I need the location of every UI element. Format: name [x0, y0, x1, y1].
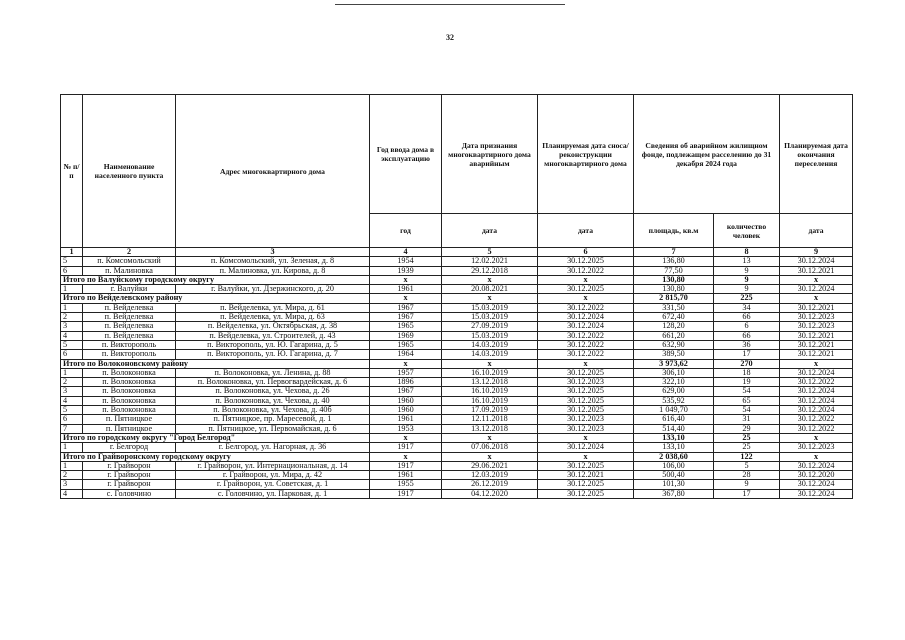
demolition-date-cell: 30.12.2023: [538, 415, 634, 424]
end-date-cell: 30.12.2021: [780, 350, 853, 359]
address-cell: п. Комсомольский, ул. Зеленая, д. 8: [176, 257, 370, 266]
demolition-date-cell: 30.12.2022: [538, 303, 634, 312]
year-cell: 1965: [370, 340, 442, 349]
row-number: 3: [61, 387, 83, 396]
year-cell: 1967: [370, 387, 442, 396]
table-row: [61, 350, 853, 359]
row-number: 4: [61, 331, 83, 340]
table-row: [61, 322, 853, 331]
area-cell: 306,10: [634, 368, 714, 377]
area-cell: 101,30: [634, 480, 714, 489]
address-cell: п. Викторополь, ул. Ю. Гагарина, д. 5: [176, 340, 370, 349]
address-cell: п. Волоконовка, ул. Чехова, д. 26: [176, 387, 370, 396]
area-cell: 500,40: [634, 471, 714, 480]
year-cell: 1960: [370, 406, 442, 415]
row-number: 3: [61, 480, 83, 489]
end-date-cell: 30.12.2021: [780, 266, 853, 275]
year-cell: 1954: [370, 257, 442, 266]
row-number: 1: [61, 443, 83, 452]
subtotal-label: Итого по Грайворонскому городскому округу: [61, 452, 370, 461]
people-cell: 9: [714, 275, 780, 284]
col-number: 8: [714, 248, 780, 257]
row-number: 1: [61, 461, 83, 470]
year-cell: 1967: [370, 303, 442, 312]
recognized-date-cell: 12.02.2021: [442, 257, 538, 266]
people-cell: 54: [714, 387, 780, 396]
table-row: [61, 257, 853, 266]
people-cell: 9: [714, 266, 780, 275]
end-date-cell: 30.12.2021: [780, 303, 853, 312]
area-cell: 128,20: [634, 322, 714, 331]
col-number: 6: [538, 248, 634, 257]
area-cell: 2 815,70: [634, 294, 714, 303]
people-cell: 17: [714, 489, 780, 498]
column-number-row: [61, 248, 853, 257]
sub-area: площадь, кв.м: [634, 214, 714, 248]
end-date-cell: 30.12.2024: [780, 480, 853, 489]
end-date-cell: 30.12.2024: [780, 461, 853, 470]
col-year-header: Год ввода дома в эксплуатацию: [370, 95, 442, 214]
year-cell: 1917: [370, 461, 442, 470]
demolition-date-cell: x: [538, 359, 634, 368]
row-number: 1: [61, 303, 83, 312]
table-row: [61, 303, 853, 312]
area-cell: 672,40: [634, 313, 714, 322]
settlement-cell: г. Грайворон: [83, 461, 176, 470]
emergency-housing-table: [60, 94, 853, 499]
col-number: 1: [61, 248, 83, 257]
recognized-date-cell: 07.06.2018: [442, 443, 538, 452]
address-cell: п. Вейделевка, ул. Строителей, д. 43: [176, 331, 370, 340]
end-date-cell: x: [780, 433, 853, 442]
recognized-date-cell: x: [442, 359, 538, 368]
settlement-cell: п. Вейделевка: [83, 331, 176, 340]
end-date-cell: 30.12.2023: [780, 313, 853, 322]
end-date-cell: 30.12.2021: [780, 331, 853, 340]
recognized-date-cell: 12.03.2019: [442, 471, 538, 480]
people-cell: 13: [714, 257, 780, 266]
area-cell: 130,80: [634, 275, 714, 284]
col-address-header: Адрес многоквартирного дома: [176, 95, 370, 248]
demolition-date-cell: 30.12.2022: [538, 266, 634, 275]
row-number: 2: [61, 471, 83, 480]
demolition-date-cell: 30.12.2025: [538, 406, 634, 415]
recognized-date-cell: 15.03.2019: [442, 313, 538, 322]
settlement-cell: п. Волоконовка: [83, 378, 176, 387]
year-cell: 1965: [370, 322, 442, 331]
subtotal-label: Итого по городскому округу "Город Белгород": [61, 433, 370, 442]
people-cell: 25: [714, 443, 780, 452]
people-cell: 5: [714, 461, 780, 470]
row-number: 4: [61, 396, 83, 405]
subtotal-row: [61, 359, 853, 368]
row-number: 3: [61, 322, 83, 331]
end-date-cell: 30.12.2024: [780, 387, 853, 396]
table-row: [61, 378, 853, 387]
end-date-cell: x: [780, 452, 853, 461]
recognized-date-cell: 17.09.2019: [442, 406, 538, 415]
area-cell: 629,00: [634, 387, 714, 396]
end-date-cell: 30.12.2023: [780, 443, 853, 452]
year-cell: 1939: [370, 266, 442, 275]
address-cell: г. Грайворон, ул. Мира, д. 42: [176, 471, 370, 480]
settlement-cell: г. Грайворон: [83, 480, 176, 489]
settlement-cell: г. Белгород: [83, 443, 176, 452]
top-rule: [335, 4, 565, 5]
area-cell: 106,00: [634, 461, 714, 470]
demolition-date-cell: 30.12.2023: [538, 378, 634, 387]
people-cell: 31: [714, 415, 780, 424]
table-row: [61, 340, 853, 349]
year-cell: x: [370, 359, 442, 368]
address-cell: п. Викторополь, ул. Ю. Гагарина, д. 7: [176, 350, 370, 359]
recognized-date-cell: 13.12.2018: [442, 424, 538, 433]
row-number: 1: [61, 368, 83, 377]
end-date-cell: 30.12.2022: [780, 415, 853, 424]
demolition-date-cell: 30.12.2025: [538, 387, 634, 396]
people-cell: 36: [714, 340, 780, 349]
demolition-date-cell: 30.12.2022: [538, 331, 634, 340]
demolition-date-cell: 30.12.2024: [538, 443, 634, 452]
subtotal-label: Итого по Вейделевскому району: [61, 294, 370, 303]
address-cell: п. Пятницкое, ул. Первомайская, д. 6: [176, 424, 370, 433]
settlement-cell: п. Пятницкое: [83, 424, 176, 433]
table-row: [61, 285, 853, 294]
year-cell: x: [370, 433, 442, 442]
address-cell: п. Волоконовка, ул. Первогвардейская, д. 6: [176, 378, 370, 387]
subtotal-row: [61, 294, 853, 303]
demolition-date-cell: 30.12.2025: [538, 257, 634, 266]
col-recognized-header: Дата признания многоквартирного дома аварийным: [442, 95, 538, 214]
address-cell: п. Малиновка, ул. Кирова, д. 8: [176, 266, 370, 275]
demolition-date-cell: x: [538, 294, 634, 303]
end-date-cell: 30.12.2024: [780, 257, 853, 266]
year-cell: 1964: [370, 350, 442, 359]
end-date-cell: x: [780, 294, 853, 303]
table-row: [61, 331, 853, 340]
recognized-date-cell: 15.03.2019: [442, 331, 538, 340]
settlement-cell: п. Вейделевка: [83, 313, 176, 322]
recognized-date-cell: 16.10.2019: [442, 387, 538, 396]
row-number: 1: [61, 285, 83, 294]
table-row: [61, 313, 853, 322]
address-cell: п. Волоконовка, ул. Чехова, д. 40б: [176, 406, 370, 415]
table-body: [61, 257, 853, 499]
subtotal-label: Итого по Валуйскому городскому округу: [61, 275, 370, 284]
end-date-cell: 30.12.2023: [780, 322, 853, 331]
recognized-date-cell: 26.12.2019: [442, 480, 538, 489]
recognized-date-cell: 16.10.2019: [442, 368, 538, 377]
year-cell: x: [370, 452, 442, 461]
settlement-cell: п. Комсомольский: [83, 257, 176, 266]
people-cell: 34: [714, 303, 780, 312]
table-row: [61, 406, 853, 415]
page-number: 32: [446, 33, 454, 42]
end-date-cell: 30.12.2022: [780, 424, 853, 433]
people-cell: 225: [714, 294, 780, 303]
address-cell: п. Волоконовка, ул. Чехова, д. 40: [176, 396, 370, 405]
row-number: 6: [61, 415, 83, 424]
address-cell: п. Вейделевка, ул. Мира, д. 63: [176, 313, 370, 322]
people-cell: 54: [714, 406, 780, 415]
demolition-date-cell: x: [538, 275, 634, 284]
col-planned-end-header: Планируемая дата окончания переселения: [780, 95, 853, 214]
col-emergency-info-header: Сведения об аварийном жилищном фонде, подлежащем расселению до 31 декабря 2024 года: [634, 95, 780, 214]
recognized-date-cell: 12.11.2018: [442, 415, 538, 424]
area-cell: 367,80: [634, 489, 714, 498]
row-number: 4: [61, 489, 83, 498]
year-cell: x: [370, 275, 442, 284]
settlement-cell: п. Малиновка: [83, 266, 176, 275]
col-number: 2: [83, 248, 176, 257]
demolition-date-cell: 30.12.2023: [538, 424, 634, 433]
recognized-date-cell: x: [442, 294, 538, 303]
recognized-date-cell: x: [442, 433, 538, 442]
end-date-cell: 30.12.2020: [780, 471, 853, 480]
end-date-cell: x: [780, 275, 853, 284]
people-cell: 17: [714, 350, 780, 359]
people-cell: 122: [714, 452, 780, 461]
table-row: [61, 415, 853, 424]
demolition-date-cell: 30.12.2025: [538, 396, 634, 405]
col-no-header: № п/п: [61, 95, 83, 248]
end-date-cell: 30.12.2024: [780, 285, 853, 294]
row-number: 5: [61, 257, 83, 266]
col-number: 4: [370, 248, 442, 257]
recognized-date-cell: 16.10.2019: [442, 396, 538, 405]
recognized-date-cell: 14.03.2019: [442, 340, 538, 349]
year-cell: 1961: [370, 285, 442, 294]
end-date-cell: 30.12.2024: [780, 489, 853, 498]
table-row: [61, 443, 853, 452]
area-cell: 389,50: [634, 350, 714, 359]
recognized-date-cell: x: [442, 452, 538, 461]
area-cell: 514,40: [634, 424, 714, 433]
demolition-date-cell: x: [538, 433, 634, 442]
subtotal-row: [61, 452, 853, 461]
area-cell: 322,10: [634, 378, 714, 387]
demolition-date-cell: 30.12.2024: [538, 313, 634, 322]
area-cell: 535,92: [634, 396, 714, 405]
end-date-cell: 30.12.2024: [780, 406, 853, 415]
year-cell: 1969: [370, 331, 442, 340]
area-cell: 136,80: [634, 257, 714, 266]
settlement-cell: с. Головчино: [83, 489, 176, 498]
people-cell: 18: [714, 368, 780, 377]
subtotal-row: [61, 433, 853, 442]
area-cell: 3 973,62: [634, 359, 714, 368]
area-cell: 632,90: [634, 340, 714, 349]
demolition-date-cell: 30.12.2025: [538, 480, 634, 489]
demolition-date-cell: 30.12.2025: [538, 461, 634, 470]
table-row: [61, 396, 853, 405]
address-cell: г. Белгород, ул. Нагорная, д. 36: [176, 443, 370, 452]
col-number: 5: [442, 248, 538, 257]
recognized-date-cell: x: [442, 275, 538, 284]
settlement-cell: п. Волоконовка: [83, 396, 176, 405]
address-cell: г. Грайворон, ул. Интернациональная, д. 14: [176, 461, 370, 470]
subtotal-label: Итого по Волоконовскому району: [61, 359, 370, 368]
year-cell: 1917: [370, 443, 442, 452]
people-cell: 66: [714, 313, 780, 322]
people-cell: 28: [714, 471, 780, 480]
sub-year: год: [370, 214, 442, 248]
table-row: [61, 480, 853, 489]
col-settlement-header: Наименование населенного пункта: [83, 95, 176, 248]
recognized-date-cell: 29.06.2021: [442, 461, 538, 470]
recognized-date-cell: 04.12.2020: [442, 489, 538, 498]
address-cell: п. Вейделевка, ул. Мира, д. 61: [176, 303, 370, 312]
address-cell: п. Вейделевка, ул. Октябрьская, д. 38: [176, 322, 370, 331]
address-cell: с. Головчино, ул. Парковая, д. 1: [176, 489, 370, 498]
table-row: [61, 461, 853, 470]
people-cell: 25: [714, 433, 780, 442]
demolition-date-cell: 30.12.2021: [538, 471, 634, 480]
settlement-cell: г. Валуйки: [83, 285, 176, 294]
table-row: [61, 489, 853, 498]
people-cell: 9: [714, 285, 780, 294]
sub-date-demolition: дата: [538, 214, 634, 248]
table-row: [61, 424, 853, 433]
demolition-date-cell: x: [538, 452, 634, 461]
year-cell: 1961: [370, 415, 442, 424]
area-cell: 2 038,60: [634, 452, 714, 461]
sub-people: количество человек: [714, 214, 780, 248]
settlement-cell: п. Вейделевка: [83, 303, 176, 312]
people-cell: 270: [714, 359, 780, 368]
table-row: [61, 387, 853, 396]
row-number: 2: [61, 378, 83, 387]
demolition-date-cell: 30.12.2025: [538, 285, 634, 294]
area-cell: 331,50: [634, 303, 714, 312]
area-cell: 77,50: [634, 266, 714, 275]
col-number: 9: [780, 248, 853, 257]
people-cell: 66: [714, 331, 780, 340]
row-number: 6: [61, 350, 83, 359]
end-date-cell: 30.12.2021: [780, 340, 853, 349]
end-date-cell: x: [780, 359, 853, 368]
recognized-date-cell: 14.03.2019: [442, 350, 538, 359]
settlement-cell: п. Викторополь: [83, 340, 176, 349]
year-cell: 1955: [370, 480, 442, 489]
area-cell: 130,80: [634, 285, 714, 294]
recognized-date-cell: 15.03.2019: [442, 303, 538, 312]
demolition-date-cell: 30.12.2025: [538, 368, 634, 377]
settlement-cell: п. Вейделевка: [83, 322, 176, 331]
year-cell: 1960: [370, 396, 442, 405]
year-cell: 1961: [370, 471, 442, 480]
col-number: 7: [634, 248, 714, 257]
table-row: [61, 471, 853, 480]
year-cell: 1896: [370, 378, 442, 387]
col-number: 3: [176, 248, 370, 257]
row-number: 5: [61, 406, 83, 415]
col-demolition-header: Планируемая дата сноса/ реконструкции многоквартирного дома: [538, 95, 634, 214]
table-row: [61, 368, 853, 377]
sub-date-recognized: дата: [442, 214, 538, 248]
row-number: 7: [61, 424, 83, 433]
area-cell: 616,40: [634, 415, 714, 424]
settlement-cell: п. Волоконовка: [83, 387, 176, 396]
row-number: 2: [61, 313, 83, 322]
row-number: 6: [61, 266, 83, 275]
settlement-cell: п. Волоконовка: [83, 406, 176, 415]
settlement-cell: п. Викторополь: [83, 350, 176, 359]
area-cell: 133,10: [634, 443, 714, 452]
recognized-date-cell: 29.12.2018: [442, 266, 538, 275]
recognized-date-cell: 27.09.2019: [442, 322, 538, 331]
subtotal-row: [61, 275, 853, 284]
settlement-cell: п. Пятницкое: [83, 415, 176, 424]
people-cell: 29: [714, 424, 780, 433]
sub-date-end: дата: [780, 214, 853, 248]
area-cell: 133,10: [634, 433, 714, 442]
address-cell: п. Волоконовка, ул. Ленина, д. 88: [176, 368, 370, 377]
year-cell: 1953: [370, 424, 442, 433]
settlement-cell: г. Грайворон: [83, 471, 176, 480]
end-date-cell: 30.12.2022: [780, 378, 853, 387]
table-row: [61, 266, 853, 275]
area-cell: 1 049,70: [634, 406, 714, 415]
settlement-cell: п. Волоконовка: [83, 368, 176, 377]
demolition-date-cell: 30.12.2025: [538, 489, 634, 498]
area-cell: 661,20: [634, 331, 714, 340]
header-row: [61, 95, 853, 214]
recognized-date-cell: 13.12.2018: [442, 378, 538, 387]
year-cell: x: [370, 294, 442, 303]
people-cell: 6: [714, 322, 780, 331]
demolition-date-cell: 30.12.2022: [538, 350, 634, 359]
address-cell: г. Валуйки, ул. Дзержинского, д. 20: [176, 285, 370, 294]
year-cell: 1917: [370, 489, 442, 498]
year-cell: 1957: [370, 368, 442, 377]
end-date-cell: 30.12.2024: [780, 396, 853, 405]
end-date-cell: 30.12.2024: [780, 368, 853, 377]
address-cell: г. Грайворон, ул. Советская, д. 1: [176, 480, 370, 489]
demolition-date-cell: 30.12.2022: [538, 340, 634, 349]
row-number: 5: [61, 340, 83, 349]
people-cell: 19: [714, 378, 780, 387]
people-cell: 65: [714, 396, 780, 405]
demolition-date-cell: 30.12.2024: [538, 322, 634, 331]
people-cell: 9: [714, 480, 780, 489]
address-cell: п. Пятницкое, пр. Маресевой, д. 1: [176, 415, 370, 424]
year-cell: 1967: [370, 313, 442, 322]
recognized-date-cell: 20.08.2021: [442, 285, 538, 294]
